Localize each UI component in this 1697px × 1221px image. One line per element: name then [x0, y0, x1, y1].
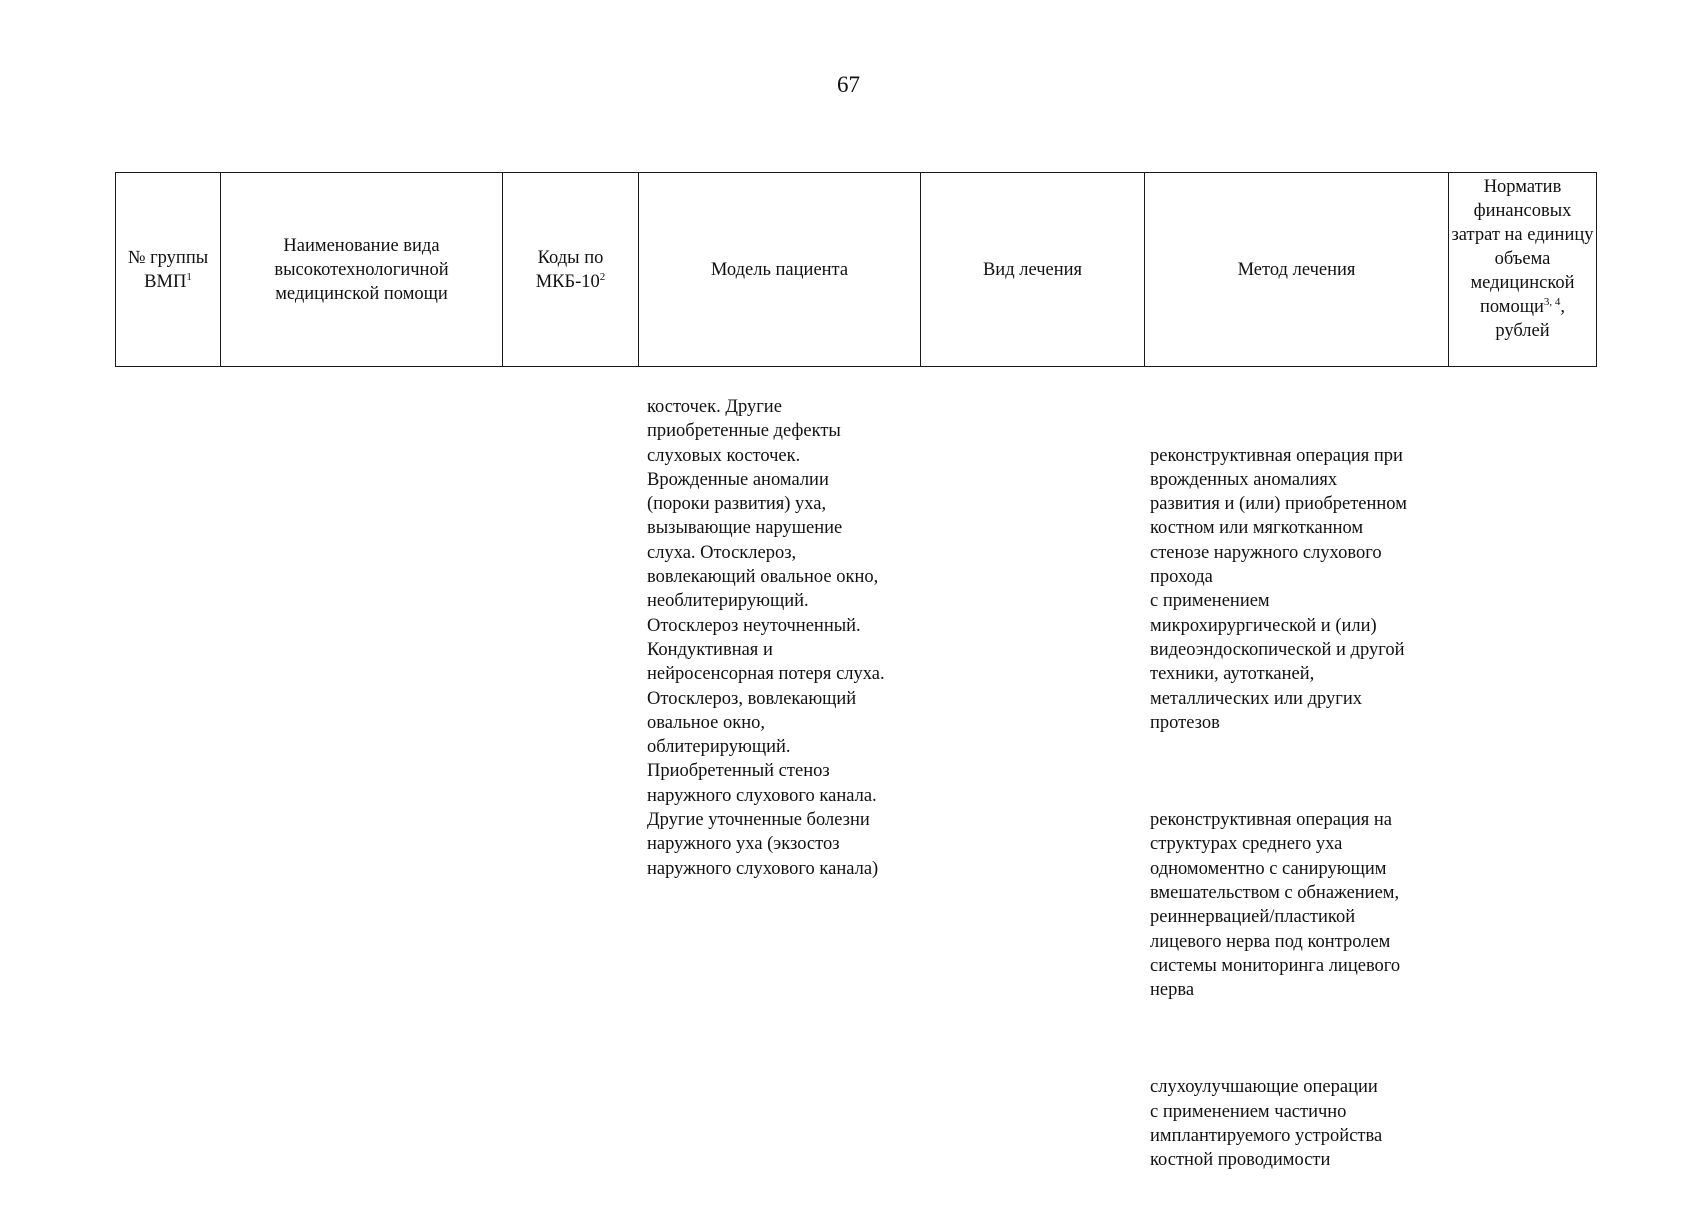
- header-cost-norm: [1449, 173, 1597, 367]
- table-header: [115, 172, 1597, 367]
- treatment-method-item: реконструктивная операция на структурах среднего уха одномоментно с санирующим вмешательством с обнажением, реиннервацией/пластикой лицевого нерва под контролем системы мониторинга лицевого нерва: [1150, 810, 1401, 1001]
- header-cost-norm-label: Норматив финансовых затрат на единицу объема медицинской помощи: [1451, 177, 1594, 317]
- header-treatment-type-label: Вид лечения: [982, 259, 1083, 280]
- header-treatment-type: [921, 173, 1145, 367]
- footnote-marker-3-4: 3, 4: [1543, 295, 1561, 308]
- header-group-number-label: № группы ВМП: [127, 247, 209, 292]
- footnote-marker-1: 1: [186, 270, 192, 283]
- header-icd-codes-label: Коды по МКБ-10: [535, 247, 604, 292]
- patient-model-text: косточек. Другие приобретенные дефекты слуховых косточек. Врожденные аномалии (пороки развития) уха, вызывающие нарушение слуха. Отосклероз, вовлекающий овальное окно, необлитерирующий. Отосклероз неуточненный. Кондуктивная и нейросенсорная потеря слуха. Отосклероз, вовлекающий овальное окно, облитерирующий. Приобретенный стеноз наружного слухового канала. Другие уточненные болезни наружного уха (экзостоз наружного слухового канала): [647, 397, 885, 879]
- header-patient-model: [639, 173, 921, 367]
- footnote-marker-2: 2: [599, 270, 606, 283]
- header-cost-norm-suffix: , рублей: [1495, 297, 1566, 341]
- treatment-method-item: реконструктивная операция при врожденных аномалиях развития и (или) приобретенном костном или мягкотканном стенозе наружного слухового прохода с применением микрохирургической и (или) видеоэндоскопической и другой техники, аутотканей, металлических или других протезов: [1150, 445, 1407, 733]
- header-group-number: [116, 173, 221, 367]
- header-treatment-method: [1145, 173, 1449, 367]
- header-care-type-name: [221, 173, 503, 367]
- page-number: 67: [837, 72, 860, 97]
- treatment-method-list: [1150, 395, 1407, 1221]
- treatment-method-item: слухоулучшающие операции с применением частично имплантируемого устройства костной проводимости: [1150, 1077, 1383, 1171]
- header-icd-codes: [503, 173, 639, 367]
- header-patient-model-label: Модель пациента: [710, 259, 849, 280]
- header-treatment-method-label: Метод лечения: [1237, 259, 1356, 280]
- header-care-type-name-label: Наименование вида высокотехнологичной медицинской помощи: [274, 235, 449, 304]
